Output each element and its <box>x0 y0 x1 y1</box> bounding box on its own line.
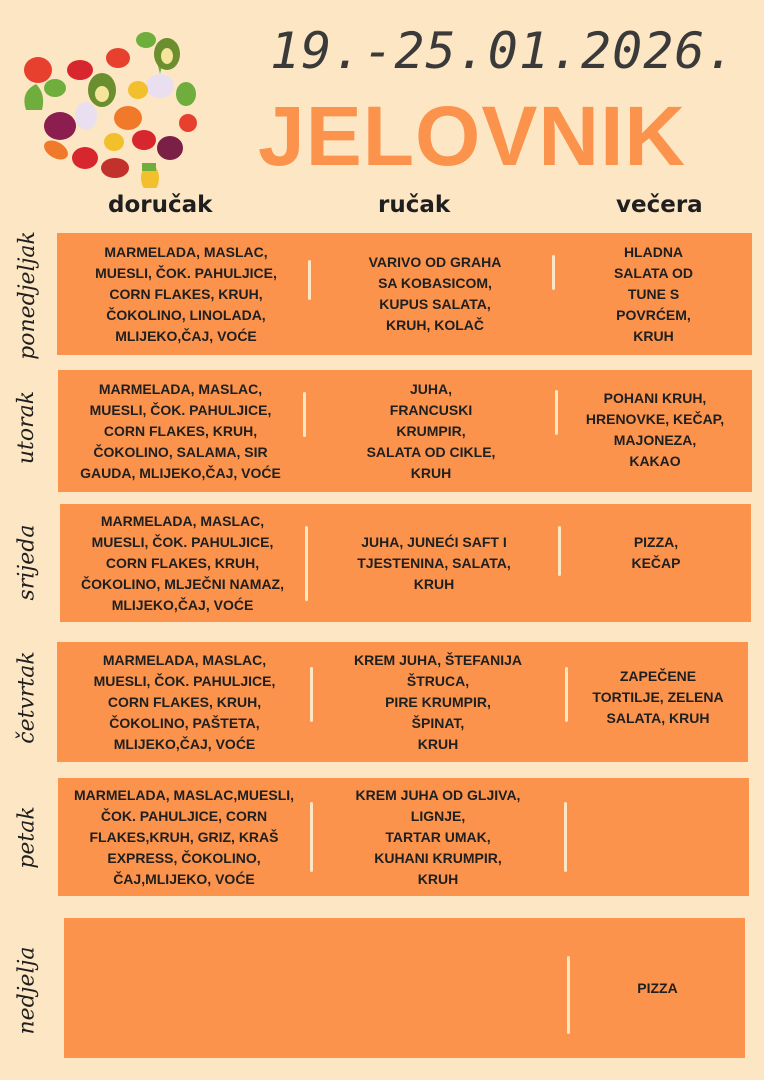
menu-row-thursday <box>57 642 748 762</box>
dinner-cell: ZAPEČENE TORTILJE, ZELENA SALATA, KRUH <box>592 668 724 726</box>
lunch-cell: KREM JUHA OD GLJIVA, LIGNJE, TARTAR UMAK, KUHANI KRUMPIR, KRUH <box>355 786 521 887</box>
menu-row-wednesday <box>60 504 751 622</box>
breakfast-cell: MARMELADA, MASLAC, MUESLI, ČOK. PAHULJICE, CORN FLAKES, KRUH, ČOKOLINO, LINOLADA, MLIJEKO,ČAJ, VOĆE <box>95 243 277 344</box>
lunch-cell: KREM JUHA, ŠTEFANIJA ŠTRUCA, PIRE KRUMPIR, ŠPINAT, KRUH <box>353 651 523 752</box>
dinner-cell: POHANI KRUH, HRENOVKE, KEČAP, MAJONEZA, KAKAO <box>585 390 725 469</box>
date-range: 19.-25.01.2026. <box>270 22 737 80</box>
dinner-cell: HLADNA SALATA OD TUNE S POVRĆEM, KRUH <box>613 243 694 344</box>
breakfast-cell: MARMELADA, MASLAC, MUESLI, ČOK. PAHULJICE, CORN FLAKES, KRUH, ČOKOLINO, MLJEČNI NAMAZ, MLIJEKO,ČAJ, VOĆE <box>81 512 284 613</box>
menu-row-friday <box>58 778 749 896</box>
separator <box>308 260 311 300</box>
breakfast-cell <box>64 918 314 1058</box>
day-label-tuesday: utorak <box>14 390 40 465</box>
day-label-wednesday: srijeda <box>14 524 40 601</box>
page-title: JELOVNIK <box>258 89 687 183</box>
breakfast-cell: MARMELADA, MASLAC, MUESLI, ČOK. PAHULJICE, CORN FLAKES, KRUH, ČOKOLINO, PAŠTETA, MLIJEKO,ČAJ, VOĆE <box>93 651 276 752</box>
dinner-cell: PIZZA, KEČAP <box>631 534 681 571</box>
day-label-sunday: nedjelja <box>14 945 40 1035</box>
day-label-friday: petak <box>14 806 40 869</box>
lunch-cell: VARIVO OD GRAHA SA KOBASICOM, KUPUS SALATA, KRUH, KOLAČ <box>368 254 502 333</box>
day-label-monday: ponedjeljak <box>14 230 40 360</box>
lunch-cell: JUHA, FRANCUSKI KRUMPIR, SALATA OD CIKLE, KRUH <box>366 380 496 481</box>
day-label-thursday: četvrtak <box>14 651 40 744</box>
vegetable-heart-icon <box>10 18 200 188</box>
lunch-cell <box>314 918 566 1058</box>
breakfast-cell: MARMELADA, MASLAC,MUESLI, ČOK. PAHULJICE, CORN FLAKES,KRUH, GRIZ, KRAŠ EXPRESS, ČOKOLINO, ČAJ,MLIJEKO, VOĆE <box>73 786 295 887</box>
column-header-dinner: večera <box>616 192 703 218</box>
dinner-cell: PIZZA <box>637 979 678 996</box>
menu-row-tuesday <box>58 370 752 492</box>
column-header-lunch: ručak <box>378 192 451 218</box>
lunch-cell: JUHA, JUNEĆI SAFT I TJESTENINA, SALATA, KRUH <box>357 534 511 592</box>
dinner-cell <box>567 778 749 896</box>
menu-row-sunday <box>64 918 745 1058</box>
breakfast-cell: MARMELADA, MASLAC, MUESLI, ČOK. PAHULJICE, CORN FLAKES, KRUH, ČOKOLINO, SALAMA, SIR GAUDA, MLIJEKO,ČAJ, VOĆE <box>80 380 281 481</box>
column-header-breakfast: doručak <box>108 192 213 218</box>
menu-row-monday <box>57 233 752 355</box>
